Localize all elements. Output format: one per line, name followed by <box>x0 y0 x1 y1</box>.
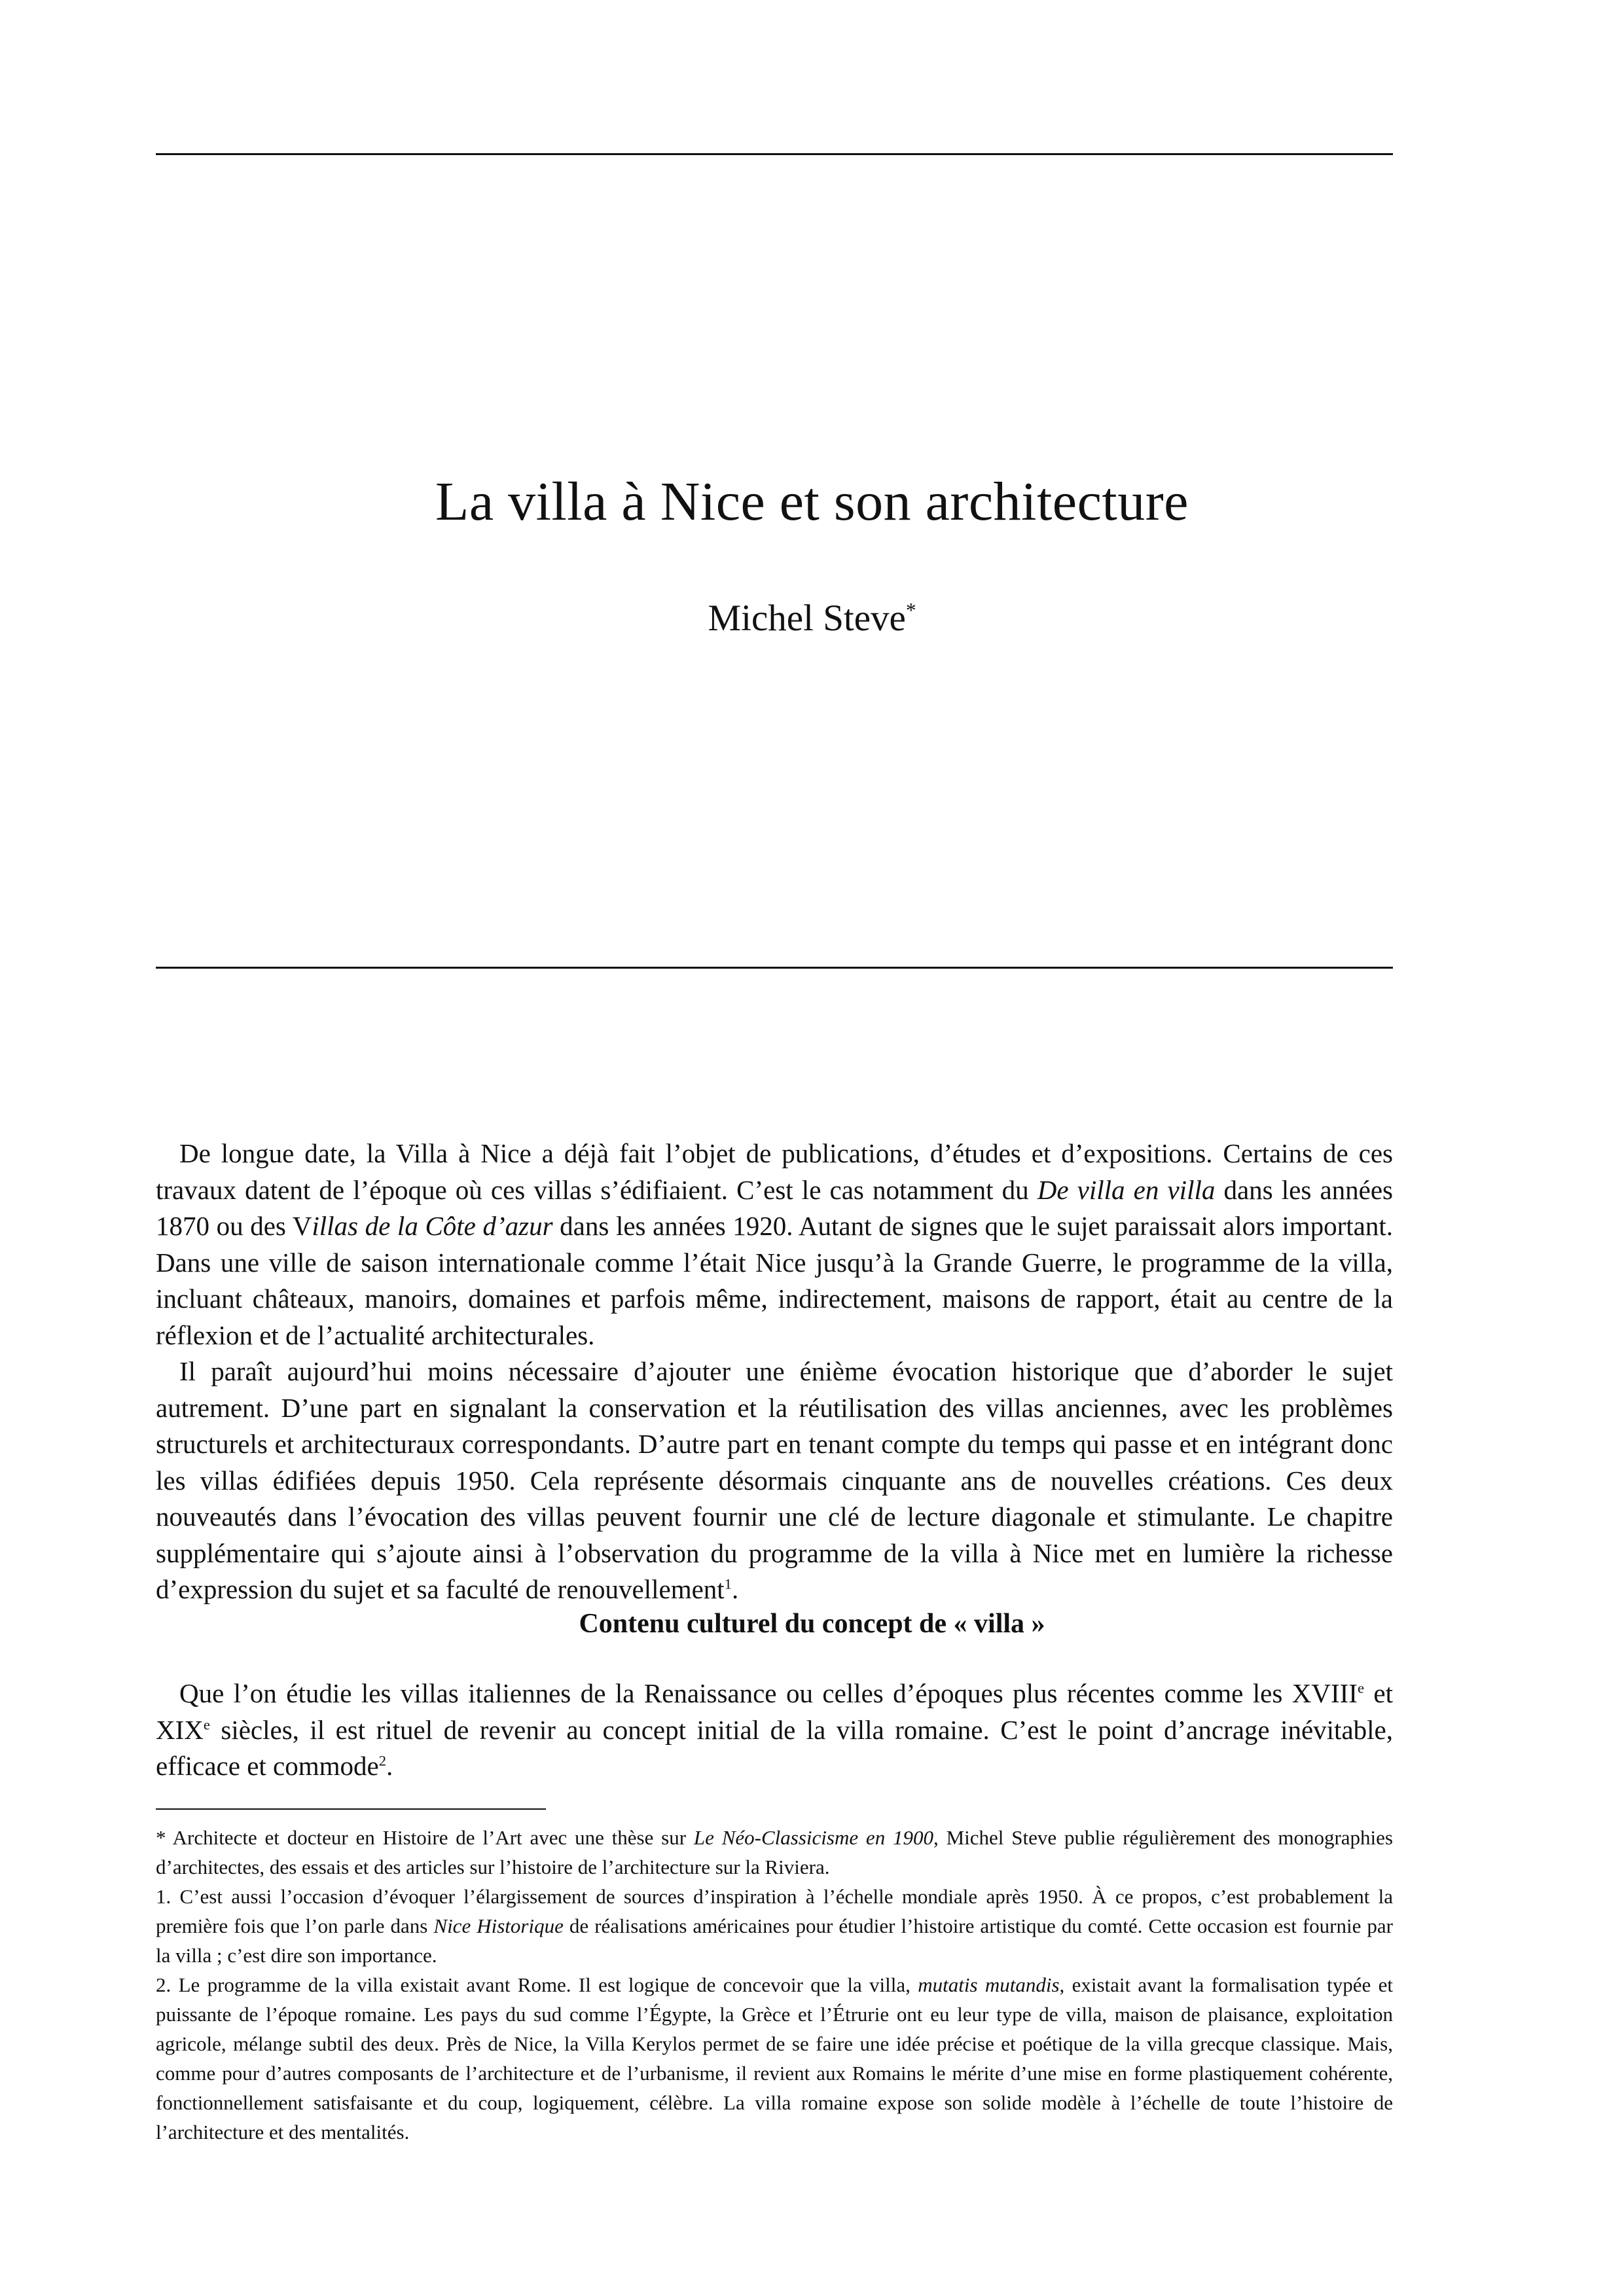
section-heading: Contenu culturel du concept de « villa » <box>579 1609 1045 1639</box>
header-separator-rule <box>156 967 1393 969</box>
intro-paragraph-2: Il paraît aujourd’hui moins nécessaire d’ajouter une énième évocation historique que d’aborder le sujet autrement. D’une part en signalant la conservation et la réutilisation des villas anciennes, avec les problèmes structurels et architecturaux correspondants. D’autre part en tenant compte du temps qui passe et en intégrant donc les villas édifiées depuis 1950. Cela représente désormais cinquante ans de nouvelles créations. Ces deux nouveautés dans l’évocation des villas peuvent fournir une clé de lecture diagonale et stimulante. Le chapitre supplémentaire qui s’ajoute ainsi à l’observation du programme de la villa à Nice met en lumière la richesse d’expression du sujet et sa faculté de renouvellement$^1$. <box>156 1356 1393 1604</box>
section-paragraph-1: Que l’on étudie les villas italiennes de la Renaissance ou celles d’époques plus récentes comme les XVIIIe et XIXe siècles, il est rituel de revenir au concept initial de la villa romaine. C’est le point d’ancrage inévitable, efficace et commode$^2$. <box>156 1678 1394 1781</box>
superscript-e: e <box>203 1715 210 1732</box>
superscript-e: e <box>1357 1679 1364 1696</box>
footnote-separator-rule <box>156 1808 546 1810</box>
intro-text <box>156 1136 1393 1608</box>
footnotes <box>156 1823 1393 2147</box>
footnote-1: 1. C’est aussi l’occasion d’évoquer l’élargissement de sources d’inspiration à l’échelle mondiale après 1950. À ce propos, c’est probablement la première fois que l’on parle dans Nice Historique de réalisations américaines pour étudier l’histoire artistique du comté. Cette occasion est fournie par la villa ; c’est dire son importance. <box>156 1885 1394 1967</box>
section-text <box>156 1676 1393 1785</box>
author-footnote-mark: * <box>905 599 916 622</box>
book-title-villas-cote-azur: illas de la Côte d’azur <box>312 1211 553 1241</box>
author-text: Michel Steve <box>708 598 906 639</box>
author-name <box>0 597 1624 639</box>
footnote-2: 2. Le programme de la villa existait avant Rome. Il est logique de concevoir que la villa, mutatis mutandis, existait avant la formalisation typée et puissante de l’époque romaine. Les pays du sud comme l’Égypte, la Grèce et l’Étrurie ont eu leur type de villa, maison de plaisance, exploitation agricole, mélange subtil des deux. Près de Nice, la Villa Kerylos permet de se faire une idée précise et poétique de la villa grecque classique. Mais, comme pour d’autres composants de l’architecture et de l’urbanisme, il revient aux Romains le mérite d’une mise en forme plastiquement cohérente, fonctionnellement satisfaisante et du coup, logiquement, célèbre. La villa romaine expose son solide modèle à l’échelle de toute l’histoire de l’architecture et des mentalités. <box>156 1973 1393 2144</box>
top-rule <box>156 153 1393 155</box>
book-title-de-villa-en-villa: De villa en villa <box>1037 1174 1216 1205</box>
footnote-author: * Architecte et docteur en Histoire de l’Art avec une thèse sur Le Néo-Classicisme en 1900, Michel Steve publie régulièrement des monographies d’architectes, des essais et des articles sur l’histoire de l’architecture sur la Riviera. <box>156 1826 1393 1878</box>
footnote-ref-1[interactable]: 1 <box>724 1575 732 1592</box>
footnote-ref-2[interactable]: 2 <box>378 1752 386 1769</box>
intro-paragraph-1: De longue date, la Villa à Nice a déjà fait l’objet de publications, d’études et d’expositions. Certains de ces travaux datent de l’époque où ces villas s’édifiaient. C’est le cas notamment du De villa en villa dans les années 1870 ou des Villas de la Côte d’azur dans les années 1920. Autant de signes que le sujet paraissait alors important. Dans une ville de saison internationale comme l’était Nice jusqu’à la Grande Guerre, le programme de la villa, incluant châteaux, manoirs, domaines et parfois même, indirectement, maisons de rapport, était au centre de la réflexion et de l’actualité architecturales. <box>156 1138 1394 1350</box>
article-title: La villa à Nice et son architecture <box>435 471 1189 532</box>
